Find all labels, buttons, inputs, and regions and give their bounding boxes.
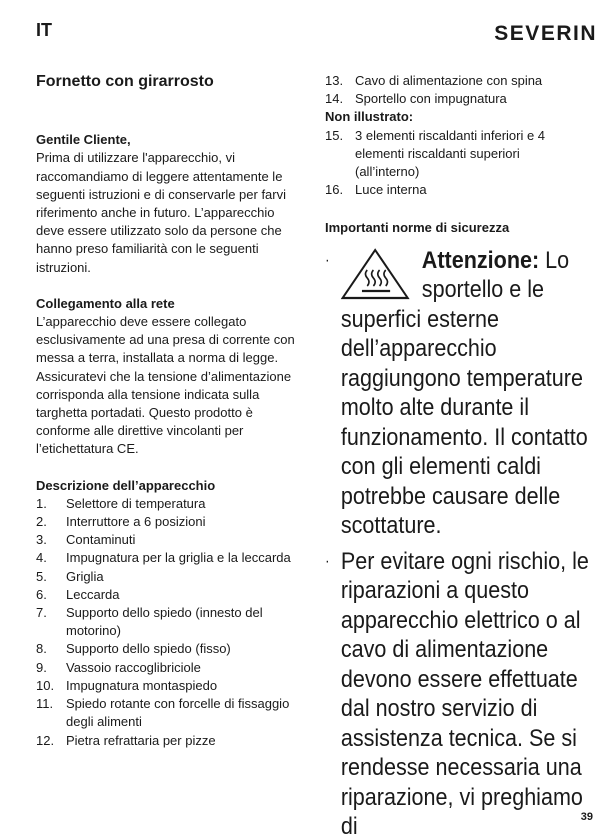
list-item: 11. Spiedo rotante con forcelle di fissaggio degli alimenti <box>36 696 290 730</box>
list-item: 15. 3 elementi riscaldanti inferiori e 4 elementi riscaldanti superiori (all’interno) <box>325 127 546 180</box>
left-column <box>36 73 306 750</box>
list-item: 12. Pietra refrattaria per pizze <box>36 732 216 748</box>
description-heading: Descrizione dell’apparecchio <box>36 477 216 493</box>
list-item: 5. Griglia <box>36 568 104 584</box>
hot-surface-icon <box>341 248 410 300</box>
warning-hot-surfaces <box>325 246 593 541</box>
list-item: 16. Luce interna <box>325 182 427 198</box>
warning-text: Lo sportello e le superfici esterne dell’apparecchio raggiungono temperature molto alte durante il funzionamento. Il contatto con gli elementi caldi potrebbe causare delle scottature. <box>340 246 588 540</box>
warning-label: Attenzione: <box>421 246 540 274</box>
parts-list-continued <box>325 72 595 108</box>
list-item: 6. Leccarda <box>36 586 120 602</box>
right-column <box>325 72 595 839</box>
list-item: 14. Sportello con impugnatura <box>325 91 507 107</box>
list-item: 2. Interruttore a 6 posizioni <box>36 514 206 530</box>
bullet: · <box>325 552 330 570</box>
list-item: 1. Selettore di temperatura <box>36 495 206 511</box>
page-title: Fornetto con girarrosto <box>36 73 214 90</box>
list-item: 3. Contaminuti <box>36 532 136 548</box>
connection-paragraph: L’apparecchio deve essere collegato esclusivamente ad una presa di corrente con messa a terra, installata a norma di legge. Assicuratevi che la tensione d’alimentazione corrisponda alla tensione indicata sulla targhetta portadati. Questo prodotto è conforme alle direttive vincolanti per l’etichettatura CE. <box>36 314 295 457</box>
bullet: · <box>325 251 330 269</box>
list-item: 13. Cavo di alimentazione con spina <box>325 73 543 88</box>
list-item: 7. Supporto dello spiedo (innesto del motorino) <box>36 605 263 639</box>
list-item: 10. Impugnatura montaspiedo <box>36 677 218 693</box>
brand-logo: SEVERIN <box>494 22 597 45</box>
parts-list <box>36 495 306 750</box>
list-item: 8. Supporto dello spiedo (fisso) <box>36 641 231 657</box>
language-code: IT <box>36 20 52 40</box>
safety-heading: Importanti norme di sicurezza <box>325 220 510 236</box>
warning-text: Per evitare ogni rischio, le riparazioni a questo apparecchio elettrico o al cavo di alimentazione devono essere effettuate dal nostro servizio di assistenza tecnica. Se si rendesse necessaria una riparazione, vi preghiamo di <box>340 547 589 839</box>
greeting-paragraph: Prima di utilizzare l'apparecchio, vi raccomandiamo di leggere attentamente le seguenti istruzioni e di conservarle per farvi riferimento anche in futuro. L’apparecchio deve essere utilizzato solo da persone che hanno preso familiarità con le seguenti istruzioni. <box>36 150 287 275</box>
list-item: 4. Impugnatura per la griglia e la leccarda <box>36 550 291 566</box>
warning-repairs <box>325 547 593 839</box>
page-number: 39 <box>580 811 593 823</box>
not-shown-list <box>325 127 595 200</box>
connection-heading: Collegamento alla rete <box>36 295 175 311</box>
list-item: 9. Vassoio raccoglibriciole <box>36 659 201 675</box>
greeting-heading: Gentile Cliente, <box>36 132 131 148</box>
not-shown-heading: Non illustrato: <box>325 109 414 125</box>
